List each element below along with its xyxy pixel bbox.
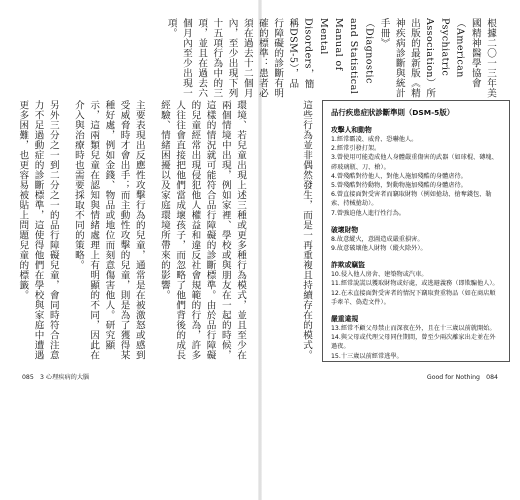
criteria-section-aggression — [331, 124, 501, 218]
section-heading-aggression: 攻擊人和動物 — [331, 126, 372, 134]
criterion-item-12: 12.在未直接面對受害者的情況下竊取貴重物品（如在商店順手牽羊、偽造文件）。 — [331, 289, 496, 306]
criteria-section-deceit — [331, 259, 501, 307]
left-paragraph-2: 主要表現出反應性攻擊行為的兒童，通常是在被激怒或感到受威脅時才會出手；而主動性攻擊的兒童，則是為了獲得某種好處，例如金錢、物品或地位而刻意傷害他人。研究顯示，這兩類兒童在認知與情緒處理上有明顯的不同，因此在介入與治療時也需要採取不同的策略。 — [72, 100, 145, 360]
right-paragraph-2: 這些行為並非偶然發生，而是一再重複且持續存在的模式。 — [301, 100, 312, 360]
left-page-body-text — [17, 100, 248, 362]
criterion-item-2: 2.經常引發打架。 — [331, 145, 381, 153]
criterion-item-1: 1.經常霸凌、威脅、恐嚇他人。 — [331, 136, 418, 143]
criterion-item-9: 9.故意破壞他人財物（縱火除外）。 — [331, 245, 427, 253]
criterion-item-15: 15.十三歲以前經常逃學。 — [331, 352, 403, 360]
section-heading-property: 破壞財物 — [331, 225, 359, 234]
criterion-item-6: 6.曾直接面對受害者而竊取財物（例如搶劫、搶奪錢包、勒索、持械搶劫）。 — [331, 191, 492, 208]
criterion-item-5: 5.曾殘酷對待動物，對動物施加殘酷的身體虐待。 — [331, 182, 467, 190]
criteria-section-property — [331, 224, 501, 253]
criterion-item-4: 4.曾殘酷對待他人，對他人施加殘酷的身體虐待。 — [331, 172, 467, 180]
criterion-item-3: 3.曾使用可能造成他人身體嚴重傷害的武器（如球棍、磚塊、碎玻璃瓶、刀、槍）。 — [331, 154, 498, 171]
criterion-item-7: 7.曾強迫他人進行性行為。 — [331, 209, 405, 217]
right-paragraph-1: 根據二〇一三年美國精神醫學協會（American Psychiatric Association）所出版的最新版《精神疾病診斷與統計手冊》（Diagnostic and Statistical Manual of Mental Disorders，簡稱DSM-5），品行障礙的診斷有明確的標準：患者必須在過去十二個月內，至少出現下列十五項行為中的三項，並且在過去六個月內至少出現一項。 — [165, 18, 496, 98]
criterion-item-13: 13.經常不顧父母禁止而深夜在外，且在十三歲以前就開始。 — [331, 325, 496, 333]
left-paragraph-1: 環境、若兒童出現上述三種或更多種行為模式，並且至少在兩個情境中出現，例如家裡、學校或與朋友在一起的時候，這樣的情況就可能符合品行障礙的診斷標準。由於品行障礙的兒童經常出現侵犯他人權益和違反社會規範的行為，許多人往往會直接把他們當成壞孩子，而忽略了他們背後的成長經驗、情緒困擾以及家庭環境所帶來的影響。 — [158, 100, 246, 360]
criterion-item-14: 14.與父母或代理父母同住期間，曾至少兩次離家出走並在外過夜。 — [331, 334, 496, 351]
right-page-intro-text — [165, 18, 498, 98]
dsm5-criteria-box — [322, 100, 510, 362]
criterion-item-10: 10.侵入他人房舍、建築物或汽車。 — [331, 271, 428, 279]
criteria-section-violations — [331, 313, 501, 361]
criteria-box-title: 品行疾患症狀診斷準則（DSM-5版） — [331, 108, 455, 117]
left-paragraph-3: 另外三分之一到二分之一的品行障礙兒童，會同時符合注意力不足過動症的診斷標準，這使得他們在學校與家庭中遭遇更多困難，也更容易被貼上問題兒童的標籤。 — [17, 100, 59, 360]
right-page-folio: Good for Nothing 084 — [426, 374, 498, 381]
right-page-continuation-text — [272, 100, 314, 362]
left-page-folio: 085 3 心理疾病的大腦 — [22, 374, 90, 381]
section-heading-violations: 嚴重違規 — [331, 315, 359, 324]
criterion-item-8: 8.故意縱火，意圖造成嚴重損害。 — [331, 235, 424, 243]
section-heading-deceit: 詐欺或竊盜 — [331, 261, 365, 270]
criterion-item-11: 11.經常說謊以獲取財物或好處，或逃避義務（即欺騙他人）。 — [331, 280, 499, 288]
